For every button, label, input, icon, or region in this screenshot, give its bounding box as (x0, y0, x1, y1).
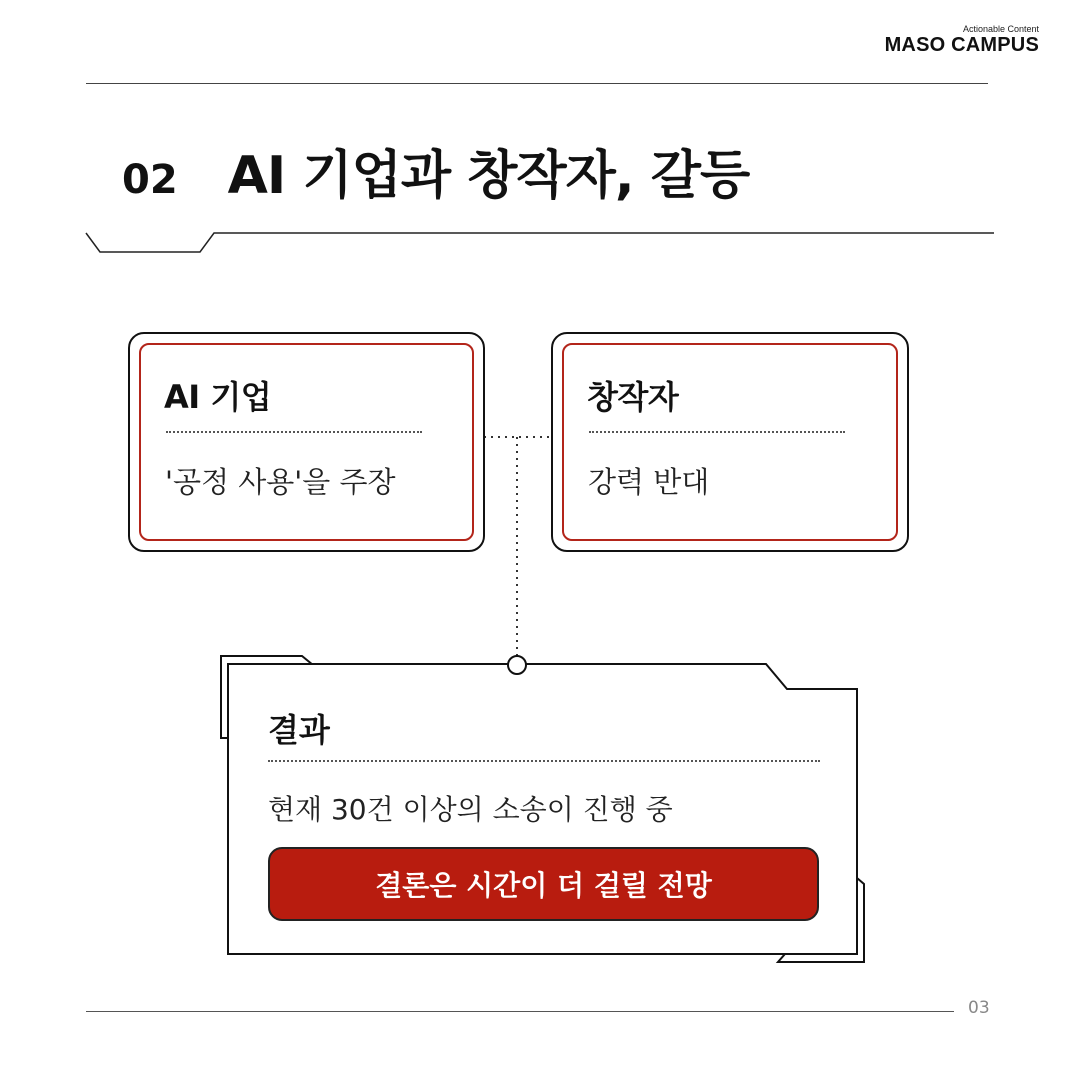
title-underline (86, 233, 994, 252)
section-title: AI 기업과 창작자, 갈등 (227, 146, 750, 206)
card-divider (589, 431, 845, 433)
result-divider (268, 760, 820, 762)
card-ai-company (128, 332, 485, 552)
page-number: 03 (968, 998, 990, 1018)
card-text: 강력 반대 (588, 465, 710, 499)
card-title: 창작자 (587, 378, 679, 416)
connector-node (508, 656, 526, 674)
brand-tagline: Actionable Content (962, 24, 1039, 34)
result-title: 결과 (268, 711, 330, 749)
card-divider (166, 431, 422, 433)
section-number: 02 (122, 157, 178, 203)
conclusion-button[interactable]: 결론은 시간이 더 걸릴 전망 (268, 847, 819, 921)
card-text: '공정 사용'을 주장 (165, 465, 396, 499)
bottom-divider (86, 1011, 954, 1012)
result-text: 현재 30건 이상의 소송이 진행 중 (268, 793, 673, 826)
card-title: AI 기업 (164, 378, 272, 416)
brand-logo: MASO CAMPUS (884, 34, 1039, 56)
card-creators (551, 332, 909, 552)
